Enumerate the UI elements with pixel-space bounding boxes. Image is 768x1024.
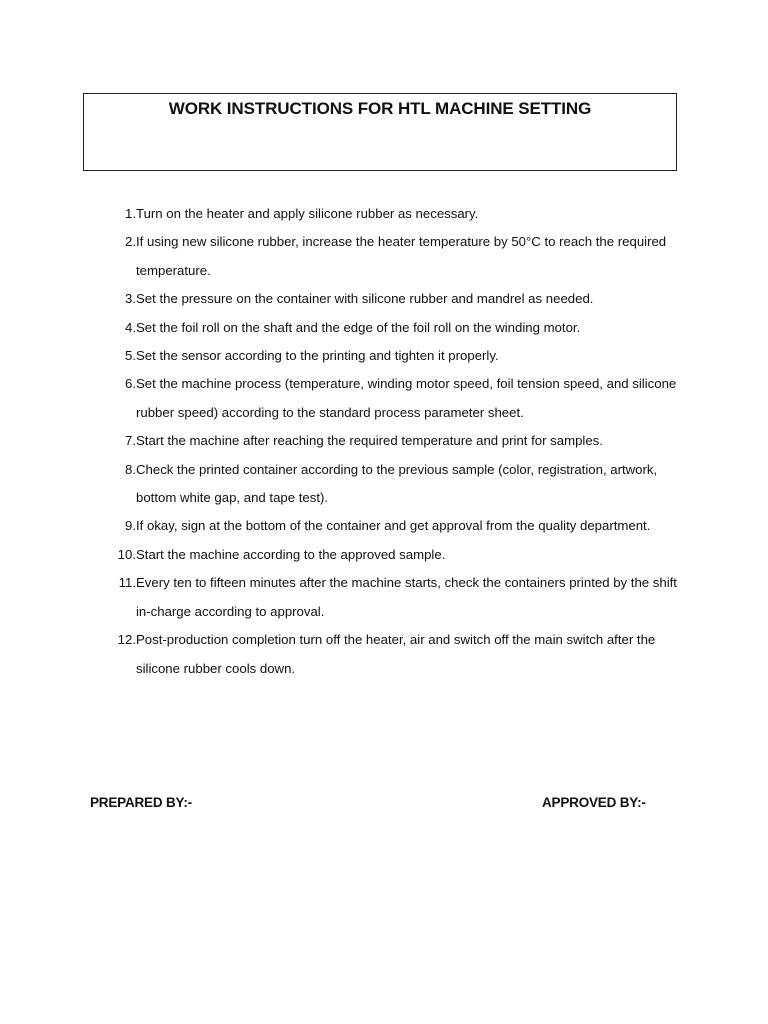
step-text: Post-production completion turn off the heater, air and switch off the main switch after the silicone rubber cools down. — [136, 632, 656, 676]
instruction-list — [108, 200, 688, 683]
list-item — [108, 456, 688, 513]
list-item — [108, 342, 688, 370]
prepared-by-label: PREPARED BY:- — [90, 795, 192, 810]
step-text: If using new silicone rubber, increase the heater temperature by 50°C to reach the required temperature. — [136, 234, 667, 278]
document-title: WORK INSTRUCTIONS FOR HTL MACHINE SETTING — [168, 99, 592, 118]
step-text: Check the printed container according to the previous sample (color, registration, artwork, bottom white gap, and tape test). — [136, 461, 658, 506]
step-text: Every ten to fifteen minutes after the machine starts, check the containers printed by the shift in-charge according to approval. — [136, 575, 677, 619]
list-item — [108, 285, 688, 313]
list-item — [108, 569, 688, 626]
list-item — [108, 228, 688, 285]
step-number: 4. — [125, 319, 136, 335]
list-item — [108, 541, 688, 569]
step-number: 7. — [125, 433, 136, 449]
step-text: Set the foil roll on the shaft and the edge of the foil roll on the winding motor. — [136, 319, 581, 335]
step-text: Set the pressure on the container with silicone rubber and mandrel as needed. — [136, 291, 594, 307]
step-text: Start the machine according to the approved sample. — [136, 546, 446, 562]
list-item — [108, 512, 688, 540]
step-number: 10. — [117, 546, 136, 562]
list-item — [108, 314, 688, 342]
step-number: 1. — [125, 206, 136, 221]
step-number: 9. — [125, 518, 136, 534]
title-box — [83, 93, 677, 171]
step-text: Start the machine after reaching the required temperature and print for samples. — [136, 433, 603, 449]
list-item — [108, 427, 688, 455]
step-number: 2. — [125, 234, 136, 250]
approved-by-label: APPROVED BY:- — [542, 795, 646, 810]
step-number: 6. — [125, 376, 136, 392]
list-item — [108, 626, 688, 683]
list-item — [108, 370, 688, 427]
step-number: 3. — [125, 291, 136, 307]
step-number: 8. — [125, 461, 136, 477]
step-text: If okay, sign at the bottom of the container and get approval from the quality department. — [136, 518, 651, 534]
list-item — [108, 200, 688, 228]
step-number: 12. — [117, 632, 136, 648]
step-text: Set the sensor according to the printing and tighten it properly. — [136, 348, 499, 364]
step-text: Turn on the heater and apply silicone rubber as necessary. — [136, 206, 479, 221]
step-number: 11. — [118, 575, 136, 591]
step-text: Set the machine process (temperature, winding motor speed, foil tension speed, and silicone rubber speed) according to the standard process parameter sheet. — [136, 376, 677, 420]
step-number: 5. — [125, 348, 136, 364]
